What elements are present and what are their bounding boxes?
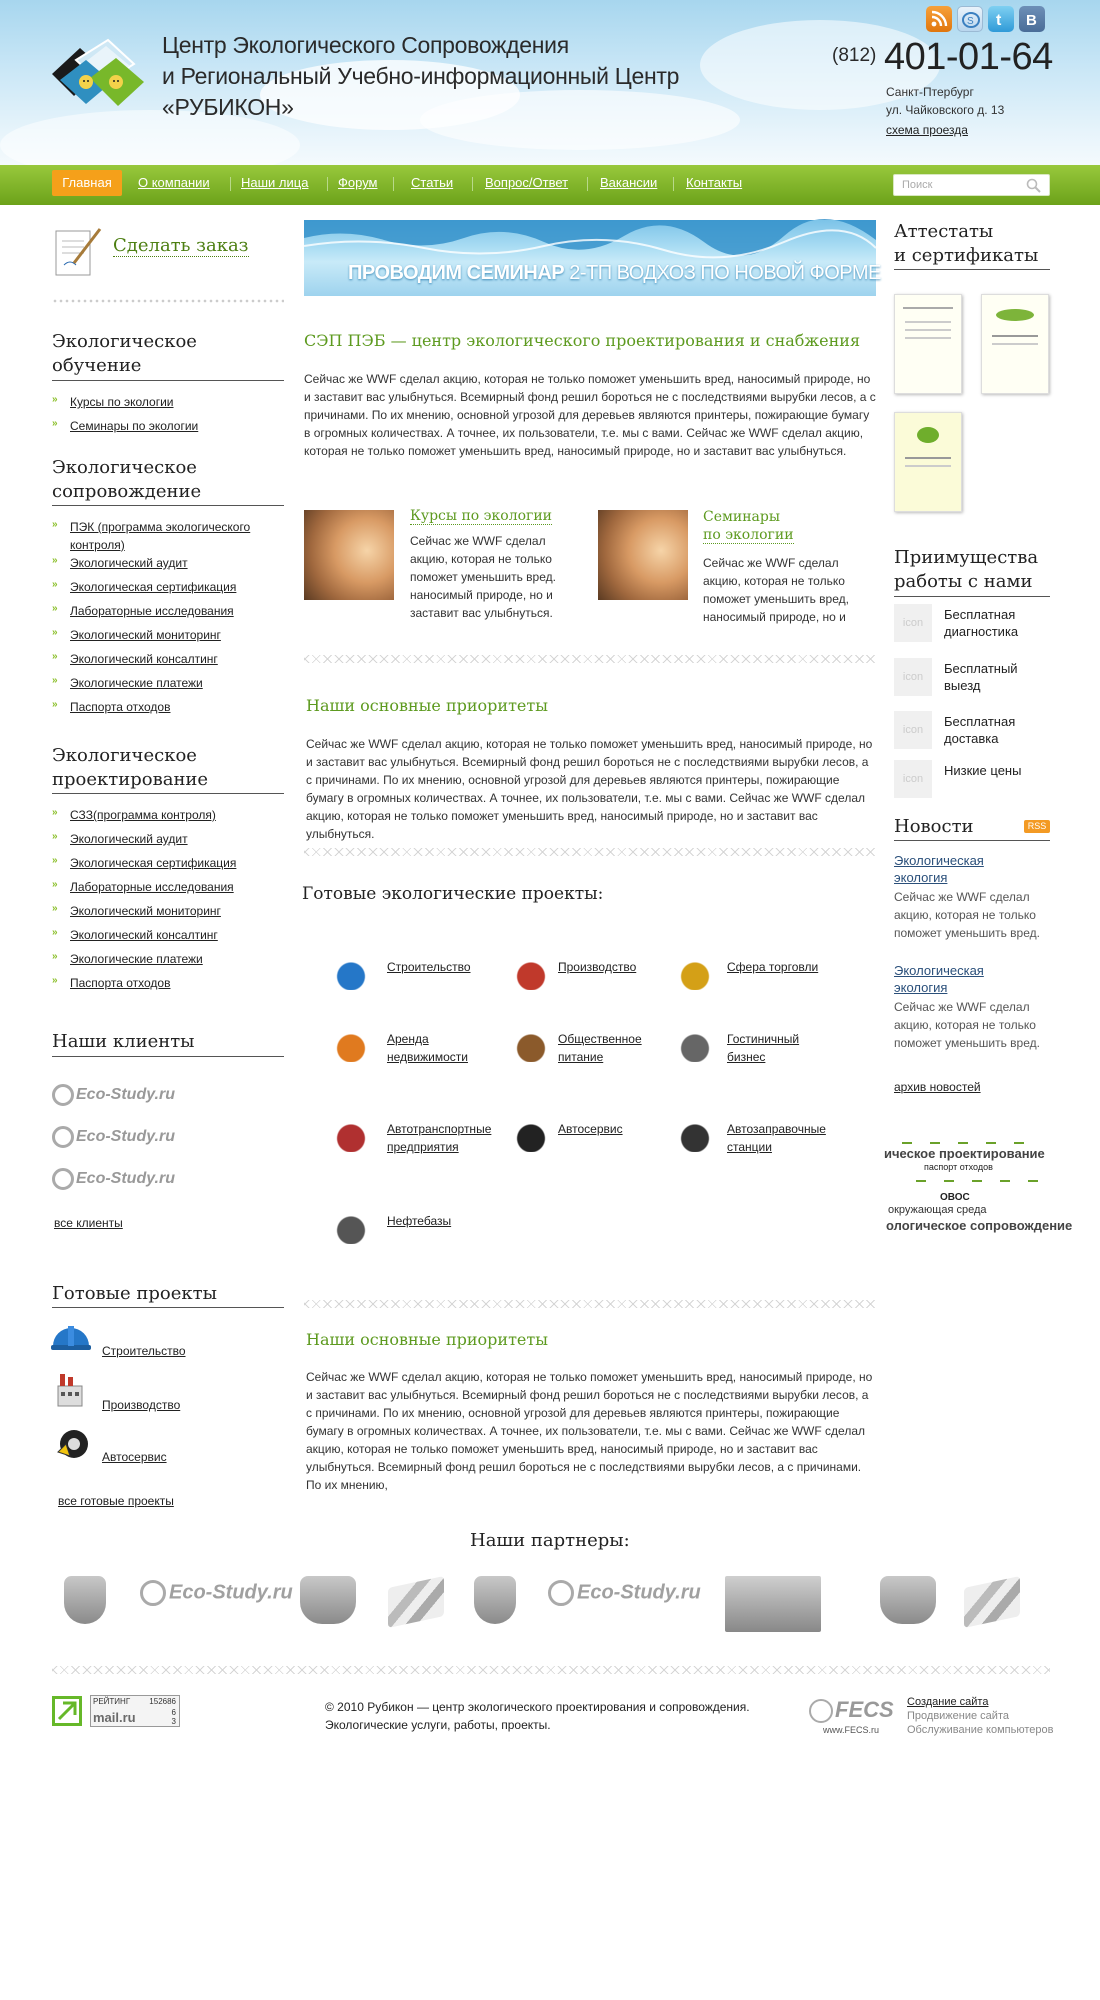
site-title: Центр Экологического Сопровождения и Региональный Учебно-информационный Центр «РУБИКОН» xyxy=(162,32,680,120)
tag-decoration xyxy=(930,1142,940,1144)
divider-zigzag xyxy=(304,1300,876,1308)
tag-decoration xyxy=(1014,1142,1024,1144)
shield-logo[interactable] xyxy=(300,1576,356,1624)
project-link[interactable]: Автотранспортные предприятия xyxy=(387,1122,492,1154)
advantage-icon: icon xyxy=(894,711,932,749)
tag-cloud xyxy=(884,1140,1073,1233)
vkontakte-icon[interactable] xyxy=(1019,6,1045,32)
section-underline xyxy=(52,793,284,794)
project-link-production[interactable]: Производство xyxy=(102,1398,181,1412)
bus-icon xyxy=(334,1118,368,1152)
bullet-icon: » xyxy=(52,603,58,614)
svg-text:t: t xyxy=(996,12,1002,29)
section-title-support: Экологическое сопровождение xyxy=(52,457,202,502)
sidebar-item[interactable]: Экологический консалтинг xyxy=(70,652,218,666)
nav-item-articles[interactable]: Статьи xyxy=(411,175,454,190)
footer-divider xyxy=(52,1666,1050,1674)
seminar-title-link[interactable]: Семинары по экологии xyxy=(703,509,794,543)
sidebar-item[interactable]: Семинары по экологии xyxy=(70,419,199,433)
section-underline xyxy=(894,596,1050,597)
fecs-logo[interactable]: FECS www.FECS.ru xyxy=(809,1695,899,1737)
footer-link-promote[interactable]: Продвижение сайта xyxy=(907,1710,1009,1722)
bullet-icon: » xyxy=(52,519,58,530)
all-clients-link[interactable]: все клиенты xyxy=(54,1216,123,1230)
nav-separator xyxy=(673,177,674,191)
client-logo[interactable] xyxy=(52,1084,175,1106)
section-underline xyxy=(894,269,1050,270)
ready-projects-title: Готовые экологические проекты: xyxy=(302,884,604,904)
news-title-link[interactable]: Экологическая экология xyxy=(894,963,984,995)
priorities-title: Наши основные приоритеты xyxy=(306,696,548,715)
bullet-icon: » xyxy=(52,651,58,662)
nav-item-people[interactable]: Наши лица xyxy=(241,175,309,190)
eco-study-icon xyxy=(52,1126,74,1148)
house-icon xyxy=(678,1028,712,1062)
partner-banner-logo[interactable] xyxy=(725,1576,821,1632)
intro-text: Сейчас же WWF сделал акцию, которая не только поможет уменьшить вред, наносимый природе, но и заставит вас улыбнуться. Всемирный фонд решил бороться не с последствиями вырубки лесов, а с причинами. По их мнению, основной угрозой для деревьев являются принтеры, пожирающие бумагу в огромных количествах. А точнее, их пользователи, т.е. мы с вами. Сейчас же WWF сделал акцию, которая не только поможет уменьшить вред, наносимый природе, но и заставит вас улыбнуться. xyxy=(304,372,876,458)
nav-separator xyxy=(472,177,473,191)
partner-logo-text: Eco-Study.ru xyxy=(169,1581,293,1604)
sidebar-item[interactable]: Экологический мониторинг xyxy=(70,628,221,642)
tag-decoration xyxy=(902,1142,912,1144)
sidebar-item[interactable]: Экологические платежи xyxy=(70,952,203,966)
sidebar-item[interactable]: Экологическая сертификация xyxy=(70,580,237,594)
phone-number: 401-01-64 xyxy=(884,36,1053,78)
main-nav xyxy=(0,165,1100,205)
tag-decoration xyxy=(958,1142,968,1144)
coins-icon xyxy=(678,956,712,990)
client-logo-text: Eco-Study.ru xyxy=(76,1128,175,1146)
news-archive-link[interactable]: архив новостей xyxy=(894,1080,981,1094)
factory-icon xyxy=(56,1372,86,1408)
twitter-icon[interactable] xyxy=(988,6,1014,32)
nav-item-forum[interactable]: Форум xyxy=(338,175,378,190)
section-title-projects: Готовые проекты xyxy=(52,1283,217,1304)
client-logo[interactable] xyxy=(52,1126,175,1148)
sidebar-item[interactable]: Экологический аудит xyxy=(70,832,188,846)
sidebar-item[interactable]: Экологический аудит xyxy=(70,556,188,570)
sidebar-item[interactable]: Экологическая сертификация xyxy=(70,856,237,870)
nav-item-faq[interactable]: Вопрос/Ответ xyxy=(485,175,569,190)
sidebar-item[interactable]: Лабораторные исследования xyxy=(70,880,234,894)
divider xyxy=(52,298,284,304)
nav-separator xyxy=(230,177,231,191)
fuel-pump-icon xyxy=(678,1118,712,1152)
bullet-icon: » xyxy=(52,807,58,818)
svg-text:S: S xyxy=(967,16,974,27)
eco-study-icon xyxy=(140,1580,166,1606)
section-title-design: Экологическое проектирование xyxy=(52,745,209,790)
advantage-label: Бесплатная диагностика xyxy=(944,607,1019,639)
project-link[interactable]: Производство xyxy=(558,960,637,974)
tag-link[interactable]: окружающая среда xyxy=(888,1204,987,1216)
bullet-icon: » xyxy=(52,579,58,590)
tag-link[interactable]: ическое проектирование xyxy=(884,1146,1045,1161)
building-icon xyxy=(334,1028,368,1062)
tire-icon xyxy=(514,1118,548,1152)
nav-separator xyxy=(587,177,588,191)
bullet-icon: » xyxy=(52,699,58,710)
eco-study-logo[interactable] xyxy=(140,1580,293,1606)
sidebar-item[interactable]: ПЭК (программа экологического контроля) xyxy=(70,520,251,552)
mailru-counter[interactable]: РЕЙТИНГ 152686 mail.ru 6 3 xyxy=(90,1695,180,1727)
tag-decoration xyxy=(916,1180,926,1182)
project-link[interactable]: Общественное питание xyxy=(558,1032,642,1064)
helmet-icon xyxy=(334,956,368,990)
flag-logo[interactable] xyxy=(388,1576,444,1628)
advantage-icon: icon xyxy=(894,760,932,798)
copyright: © 2010 Рубикон — центр экологического проектирования и сопровождения. Экологические услуги, работы, проекты. xyxy=(325,1700,750,1732)
nav-separator xyxy=(327,177,328,191)
certificates-title: Аттестаты и сертификаты xyxy=(894,221,1039,266)
project-link[interactable]: Строительство xyxy=(387,960,471,974)
search-input[interactable]: Поиск xyxy=(893,174,1050,196)
project-link[interactable]: Гостиничный бизнес xyxy=(727,1032,800,1064)
project-link-autoservice[interactable]: Автосервис xyxy=(102,1450,167,1464)
bullet-icon: » xyxy=(52,394,58,405)
section-underline xyxy=(52,1056,284,1057)
rss-badge[interactable]: RSS xyxy=(1024,820,1050,833)
eco-study-logo[interactable] xyxy=(548,1580,701,1606)
address-city: Санкт-Птербург xyxy=(886,85,974,99)
advantages-title: Приимущества работы с нами xyxy=(894,547,1039,592)
eco-shield-logo[interactable] xyxy=(474,1576,516,1624)
partner-logo-text: Eco-Study.ru xyxy=(577,1581,701,1604)
rss-icon[interactable] xyxy=(926,6,952,32)
tag-decoration xyxy=(1000,1180,1010,1182)
diploma-thumbnail[interactable] xyxy=(981,294,1049,394)
priorities-text-2: Сейчас же WWF сделал акцию, которая не только поможет уменьшить вред, наносимый природе, но и заставит вас улыбнуться. Всемирный фонд решил бороться не с последствиями вырубки лесов, а с причинами. По их мнению, основной угрозой для деревьев являются принтеры, пожирающие бумагу в огромных количествах. А точнее, их пользователи, т.е. мы с вами. Сейчас же WWF сделал акцию, которая не только поможет уменьшить вред, наносимый природе, но и заставит вас улыбнуться. Всемирный фонд решил бороться не с последствиями вырубки лесов, а с причинами. По их мнению, xyxy=(306,1370,873,1492)
bullet-icon: » xyxy=(52,903,58,914)
bullet-icon: » xyxy=(52,855,58,866)
banner-title-rest: 2-ТП ВОДХОЗ ПО НОВОЙ ФОРМЕ xyxy=(569,262,881,284)
client-logo-text: Eco-Study.ru xyxy=(76,1086,175,1104)
sidebar-item[interactable]: Экологические платежи xyxy=(70,676,203,690)
news-text: Сейчас же WWF сделал акцию, которая не только поможет уменьшить вред. xyxy=(894,890,1040,940)
nav-separator xyxy=(393,177,394,191)
address-street: ул. Чайковского д. 13 xyxy=(886,103,1005,117)
priorities-text: Сейчас же WWF сделал акцию, которая не только поможет уменьшить вред, наносимый природе, но и заставит вас улыбнуться. Всемирный фонд решил бороться не с последствиями вырубки лесов, а с причинами. По их мнению, основной угрозой для деревьев являются принтеры, пожирающие бумагу в огромных количествах. А точнее, их пользователи, т.е. мы с вами. Сейчас же WWF сделал акцию, которая не только поможет уменьшить вред, наносимый природе, но и заставит вас улыбнуться. xyxy=(306,737,873,841)
divider-zigzag xyxy=(304,655,876,663)
bullet-icon: » xyxy=(52,879,58,890)
course-image[interactable] xyxy=(304,510,394,600)
section-title-clients: Наши клиенты xyxy=(52,1031,195,1052)
advantage-icon: icon xyxy=(894,658,932,696)
section-underline xyxy=(52,505,284,506)
sidebar-item[interactable]: Лабораторные исследования xyxy=(70,604,234,618)
news-text: Сейчас же WWF сделал акцию, которая не только поможет уменьшить вред. xyxy=(894,1000,1040,1050)
tag-decoration xyxy=(944,1180,954,1182)
advantage-label: Низкие цены xyxy=(944,763,1022,778)
tag-decoration xyxy=(986,1142,996,1144)
bullet-icon: » xyxy=(52,675,58,686)
eco-study-icon xyxy=(52,1084,74,1106)
course-title-link[interactable]: Курсы по экологии xyxy=(410,508,553,524)
bullet-icon: » xyxy=(52,951,58,962)
svg-text:B: B xyxy=(1026,12,1037,29)
partners-title: Наши партнеры: xyxy=(470,1530,630,1551)
all-projects-link[interactable]: все готовые проекты xyxy=(58,1494,174,1508)
client-logo[interactable] xyxy=(52,1168,175,1190)
project-link-construction[interactable]: Строительство xyxy=(102,1344,186,1358)
phone-code: (812) xyxy=(832,45,877,66)
sidebar-item[interactable]: Экологический консалтинг xyxy=(70,928,218,942)
banner-title-bold: ПРОВОДИМ СЕМИНАР xyxy=(348,262,565,284)
sidebar-item[interactable]: Паспорта отходов xyxy=(70,976,171,990)
project-link[interactable]: Нефтебазы xyxy=(387,1214,452,1228)
advantage-icon: icon xyxy=(894,604,932,642)
eco-study-icon xyxy=(548,1580,574,1606)
bullet-icon: » xyxy=(52,831,58,842)
sidebar-item[interactable]: Курсы по экологии xyxy=(70,395,174,409)
helmet-icon xyxy=(50,1318,92,1354)
tag-decoration xyxy=(1028,1180,1038,1182)
site-logo[interactable] xyxy=(50,36,150,116)
certificate-thumbnail[interactable] xyxy=(894,412,962,512)
bullet-icon: » xyxy=(52,555,58,566)
seminar-text: Сейчас же WWF сделал акцию, которая не только поможет уменьшить вред, наносимый природе, но и xyxy=(703,556,849,624)
main-headline: СЭП ПЭБ — центр экологического проектирования и снабжения xyxy=(304,331,861,350)
cooking-pot-icon xyxy=(514,1028,548,1062)
shield-logo[interactable] xyxy=(880,1576,936,1624)
nav-item-about[interactable]: О компании xyxy=(138,175,210,190)
bullet-icon: » xyxy=(52,418,58,429)
nav-item-home[interactable]: Главная xyxy=(52,170,122,196)
advantage-label: Бесплатный выезд xyxy=(944,661,1018,693)
footer-link-create[interactable]: Создание сайта xyxy=(907,1696,989,1708)
sidebar-item[interactable]: Экологический мониторинг xyxy=(70,904,221,918)
news-title: Новости xyxy=(894,816,974,837)
seminar-image[interactable] xyxy=(598,510,688,600)
tag-link[interactable]: ологическое сопровождение xyxy=(886,1218,1073,1233)
project-link[interactable]: Аренда недвижимости xyxy=(387,1032,468,1064)
sidebar-item[interactable]: Паспорта отходов xyxy=(70,700,171,714)
project-link[interactable]: Автосервис xyxy=(558,1122,623,1136)
factory-icon xyxy=(514,956,548,990)
order-link[interactable]: Сделать заказ xyxy=(113,235,249,256)
certificate-thumbnail[interactable] xyxy=(894,294,962,394)
flag-logo[interactable] xyxy=(964,1576,1020,1628)
bullet-icon: » xyxy=(52,927,58,938)
oil-tank-icon xyxy=(334,1210,368,1244)
course-text: Сейчас же WWF сделал акцию, которая не только поможет уменьшить вред. наносимый природе, но и заставит вас улыбнуться. xyxy=(410,534,556,620)
divider-zigzag xyxy=(304,848,876,856)
arrow-icon[interactable] xyxy=(52,1696,82,1726)
seminar-banner[interactable] xyxy=(304,220,881,296)
bullet-icon: » xyxy=(52,627,58,638)
eco-study-icon xyxy=(52,1168,74,1190)
nav-item-vacancies[interactable]: Вакансии xyxy=(600,175,658,190)
project-link[interactable]: Сфера торговли xyxy=(727,960,819,974)
section-underline xyxy=(894,840,1050,841)
bullet-icon: » xyxy=(52,975,58,986)
search-icon[interactable] xyxy=(1026,178,1042,194)
news-title-link[interactable]: Экологическая экология xyxy=(894,853,984,885)
site-header xyxy=(0,0,1100,165)
client-logo-text: Eco-Study.ru xyxy=(76,1170,175,1188)
nav-item-contacts[interactable]: Контакты xyxy=(686,175,743,190)
order-icon[interactable] xyxy=(52,225,104,280)
tag-decoration xyxy=(972,1180,982,1182)
tire-icon xyxy=(56,1426,90,1462)
skype-icon[interactable] xyxy=(957,6,983,32)
section-underline xyxy=(52,380,284,381)
project-link[interactable]: Автозаправочные станции xyxy=(727,1122,826,1154)
tag-link[interactable]: паспорт отходов xyxy=(924,1162,993,1172)
section-underline xyxy=(52,1307,284,1308)
map-link[interactable]: схема проезда xyxy=(886,123,968,137)
section-title-education: Экологическое обучение xyxy=(52,331,197,376)
advantage-label: Бесплатная доставка xyxy=(944,714,1016,746)
priorities-title-2: Наши основные приоритеты xyxy=(306,1330,548,1349)
tag-link[interactable]: ОВОС xyxy=(940,1192,970,1203)
eco-shield-logo[interactable] xyxy=(64,1576,106,1624)
sidebar-item[interactable]: СЗЗ(программа контроля) xyxy=(70,808,216,822)
footer-link-support[interactable]: Обслуживание компьютеров xyxy=(907,1724,1054,1736)
